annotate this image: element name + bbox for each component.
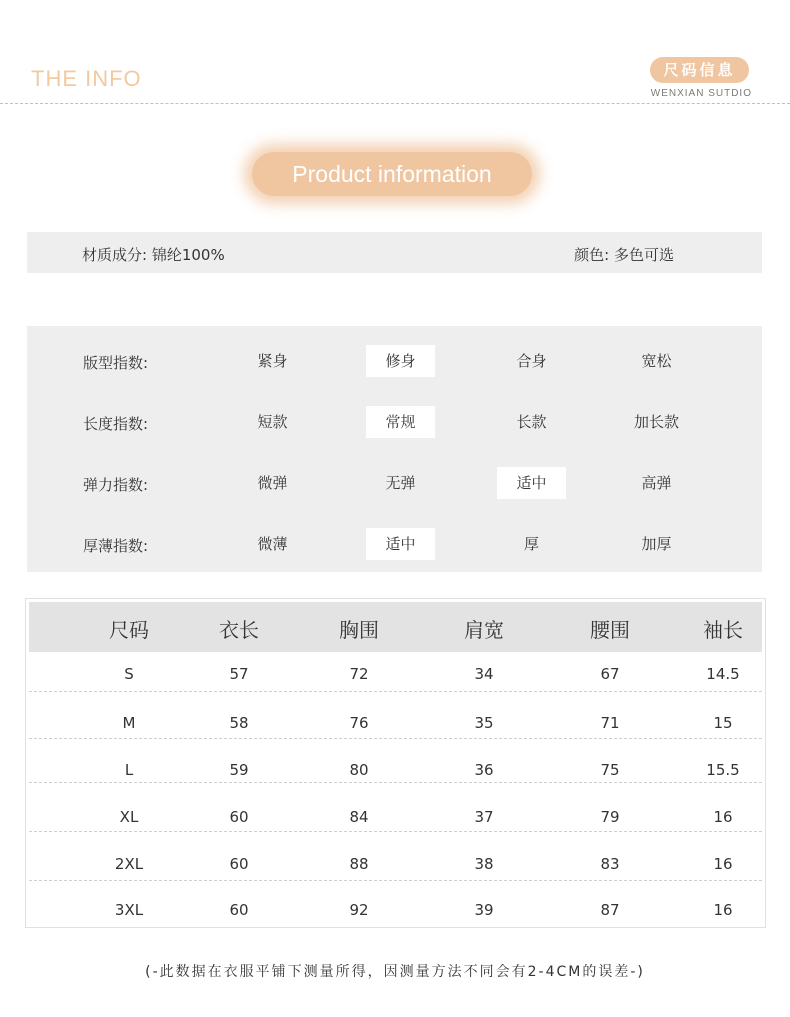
table-cell: 59 xyxy=(229,761,249,779)
color-options: 颜色: 多色可选 xyxy=(574,246,674,264)
table-row xyxy=(26,701,765,747)
table-cell: 71 xyxy=(600,714,620,732)
index-option: 高弹 xyxy=(641,474,672,492)
index-option: 厚 xyxy=(523,535,539,553)
brand-subtitle: WENXIAN SUTDIO xyxy=(650,88,752,99)
header-title: THE INFO xyxy=(31,66,142,91)
table-cell: 16 xyxy=(713,855,733,873)
table-cell: 79 xyxy=(600,808,620,826)
index-option: 微弹 xyxy=(257,474,288,492)
column-header: 肩宽 xyxy=(464,618,504,642)
table-cell: 80 xyxy=(349,761,369,779)
table-cell: 67 xyxy=(600,665,620,683)
index-label: 厚薄指数: xyxy=(83,537,149,555)
column-header: 袖长 xyxy=(703,618,743,642)
length-index-row xyxy=(27,406,762,438)
table-cell: L xyxy=(124,761,134,779)
index-option-selected: 适中 xyxy=(366,528,435,560)
table-cell: 16 xyxy=(713,901,733,919)
index-option: 加长款 xyxy=(633,413,679,431)
row-divider xyxy=(29,691,762,692)
table-cell: 84 xyxy=(349,808,369,826)
table-cell: 36 xyxy=(474,761,494,779)
table-cell: 75 xyxy=(600,761,620,779)
material-composition: 材质成分: 锦纶100% xyxy=(82,246,225,264)
table-cell: 38 xyxy=(474,855,494,873)
fit-index-row xyxy=(27,345,762,377)
table-cell: 35 xyxy=(474,714,494,732)
column-header: 衣长 xyxy=(219,618,259,642)
row-divider xyxy=(29,831,762,832)
table-cell: 60 xyxy=(229,808,249,826)
row-divider xyxy=(29,738,762,739)
index-option: 加厚 xyxy=(641,535,672,553)
index-option-selected: 适中 xyxy=(497,467,566,499)
index-option-selected: 修身 xyxy=(366,345,435,377)
elasticity-index-row xyxy=(27,467,762,499)
index-option: 长款 xyxy=(516,413,547,431)
table-row xyxy=(26,888,765,934)
header-divider xyxy=(0,103,790,104)
table-cell: 15 xyxy=(713,714,733,732)
table-cell: S xyxy=(124,665,134,683)
table-cell: 58 xyxy=(229,714,249,732)
table-cell: 34 xyxy=(474,665,494,683)
table-row xyxy=(26,795,765,841)
size-table xyxy=(25,598,766,928)
table-cell: 88 xyxy=(349,855,369,873)
table-row xyxy=(26,842,765,888)
table-cell: 92 xyxy=(349,901,369,919)
table-cell: 39 xyxy=(474,901,494,919)
index-option: 紧身 xyxy=(257,352,288,370)
table-row xyxy=(26,748,765,794)
index-panel xyxy=(27,326,762,572)
brand-badge: 尺码信息 xyxy=(650,57,749,83)
index-option: 合身 xyxy=(516,352,547,370)
index-option: 微薄 xyxy=(257,535,288,553)
table-cell: 15.5 xyxy=(706,761,740,779)
table-cell: 57 xyxy=(229,665,249,683)
table-cell: 60 xyxy=(229,855,249,873)
row-divider xyxy=(29,782,762,783)
table-cell: 83 xyxy=(600,855,620,873)
table-cell: 72 xyxy=(349,665,369,683)
table-cell: 60 xyxy=(229,901,249,919)
size-table-header xyxy=(29,602,762,652)
index-option: 宽松 xyxy=(641,352,672,370)
index-label: 版型指数: xyxy=(83,354,149,372)
table-cell: XL xyxy=(119,808,139,826)
thickness-index-row xyxy=(27,528,762,560)
table-cell: 3XL xyxy=(114,901,144,919)
table-cell: 14.5 xyxy=(706,665,740,683)
column-header: 胸围 xyxy=(339,618,379,642)
index-label: 长度指数: xyxy=(83,415,149,433)
index-option: 无弹 xyxy=(385,474,416,492)
section-title: Product information xyxy=(292,161,492,187)
table-cell: 2XL xyxy=(114,855,144,873)
table-cell: 37 xyxy=(474,808,494,826)
index-label: 弹力指数: xyxy=(83,476,149,494)
row-divider xyxy=(29,880,762,881)
column-header: 腰围 xyxy=(590,618,630,642)
index-option-selected: 常规 xyxy=(366,406,435,438)
material-bar xyxy=(27,232,762,273)
table-cell: 87 xyxy=(600,901,620,919)
index-option: 短款 xyxy=(257,413,288,431)
table-cell: 76 xyxy=(349,714,369,732)
table-cell: 16 xyxy=(713,808,733,826)
table-cell: M xyxy=(122,714,136,732)
measurement-footnote: (-此数据在衣服平铺下测量所得，因测量方法不同会有2-4CM的误差-) xyxy=(145,964,645,980)
column-header: 尺码 xyxy=(109,618,149,642)
